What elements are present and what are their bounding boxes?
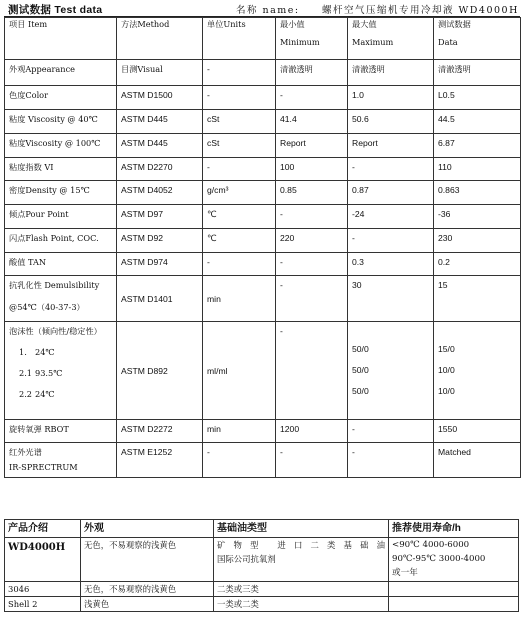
product-table-header-row [5,520,519,538]
cell-min: 41.4 [276,110,348,134]
foam-sub-2: 2.1 93.5℃ [19,368,63,378]
cell-data: L0.5 [434,86,521,110]
column-header-life: 推荐使用寿命/h [389,520,519,538]
cell-life: <90℃ 4000-6000 90℃-95℃ 3000-4000 或一年 [389,538,519,582]
cell-method: ASTM D445 [117,134,203,158]
cell-method: ASTM D1401 [117,276,203,322]
table-row [5,110,521,134]
cell-max: 0.87 [348,181,434,205]
cell-data: -36 [434,205,521,229]
column-header-units: 单位Units [203,18,276,60]
column-header-appearance: 外观 [81,520,214,538]
column-header-item: 项目 Item [5,18,117,60]
cell-method: ASTM E1252 [117,443,203,478]
cell-units: - [203,86,276,110]
cell-data: 清澈透明 [434,60,521,86]
cell-min: - [276,86,348,110]
cell-min: - [276,322,348,420]
cell-max: - [348,158,434,181]
ir-label-en: IR-SPRECTRUM [9,462,78,472]
section-title: 测试数据 Test data [8,4,103,16]
cell-method: ASTM D445 [117,110,203,134]
cell-max: - [348,420,434,443]
maximum-en: Maximum [352,37,394,47]
cell-min: 1200 [276,420,348,443]
demulsibility-condition: @54℃（40-37-3） [9,302,85,312]
demulsibility-label: 抗乳化性 Demulsibility [9,280,100,290]
cell-item [5,443,117,478]
cell-item: 色度Color [5,86,117,110]
cell-method: ASTM D4052 [117,181,203,205]
cell-base-oil: 一类或二类 [214,597,389,612]
cell-data: 15/0 10/0 10/0 [434,322,521,420]
cell-appearance: 浅黄色 [81,597,214,612]
cell-data: 6.87 [434,134,521,158]
minimum-zh: 最小值 [280,19,305,29]
column-header-product: 产品介绍 [5,520,81,538]
cell-item [5,276,117,322]
cell-item: 酸值 TAN [5,253,117,276]
cell-method: ASTM D97 [117,205,203,229]
table-row [5,253,521,276]
cell-item: 粘度Viscosity @ 100℃ [5,134,117,158]
cell-units: cSt [203,134,276,158]
cell-min: - [276,276,348,322]
document-header [4,0,520,17]
cell-units: - [203,443,276,478]
product-row-3046 [5,582,519,597]
foaming-label: 泡沫性（倾向性/稳定性） [9,326,102,336]
cell-units: - [203,253,276,276]
foam-sub-1: 1. 24℃ [19,347,55,357]
cell-item: 外观Appearance [5,60,117,86]
cell-units: ml/ml [203,322,276,420]
table-row [5,181,521,205]
cell-min: - [276,205,348,229]
cell-product: 3046 [5,582,81,597]
cell-units: ℃ [203,229,276,253]
product-name-value: 螺杆空气压缩机专用冷却液 WD4000H [322,5,519,16]
cell-max: 清澈透明 [348,60,434,86]
cell-appearance: 无色，不易观察的浅黄色 [81,538,214,582]
column-header-maximum [348,18,434,60]
cell-units: min [203,276,276,322]
cell-max: 0.3 [348,253,434,276]
cell-min: - [276,443,348,478]
cell-item: 倾点Pour Point [5,205,117,229]
cell-max: - [348,443,434,478]
table-row [5,86,521,110]
cell-item: 闪点Flash Point, COC. [5,229,117,253]
cell-units: min [203,420,276,443]
cell-min: 100 [276,158,348,181]
cell-method: ASTM D974 [117,253,203,276]
cell-appearance: 无色，不易观察的浅黄色 [81,582,214,597]
table-row-rbot [5,420,521,443]
cell-units: - [203,60,276,86]
cell-min: 220 [276,229,348,253]
table-header-row [5,18,521,60]
minimum-en: Minimum [280,37,320,47]
table-row [5,134,521,158]
cell-item: 旋转氧弹 RBOT [5,420,117,443]
cell-method: ASTM D92 [117,229,203,253]
column-header-data [434,18,521,60]
product-row-shell2 [5,597,519,612]
cell-units: cSt [203,110,276,134]
cell-item: 密度Density @ 15℃ [5,181,117,205]
cell-max: 30 [348,276,434,322]
cell-max: 50.6 [348,110,434,134]
cell-min: Report [276,134,348,158]
table-row-ir [5,443,521,478]
data-en: Data [438,37,458,47]
cell-units: - [203,158,276,181]
cell-item: 粘度指数 VI [5,158,117,181]
table-row-demulsibility [5,276,521,322]
cell-data: 110 [434,158,521,181]
table-row [5,229,521,253]
column-header-method: 方法Method [117,18,203,60]
cell-product: Shell 2 [5,597,81,612]
ir-label-zh: 红外光谱 [9,447,42,457]
product-row-wd4000h [5,538,519,582]
cell-data: 1550 [434,420,521,443]
cell-life [389,597,519,612]
cell-method: ASTM D892 [117,322,203,420]
cell-max: - [348,229,434,253]
cell-method: ASTM D1500 [117,86,203,110]
cell-data: 230 [434,229,521,253]
cell-data: 0.863 [434,181,521,205]
cell-data: 44.5 [434,110,521,134]
cell-base-oil: 二类或三类 [214,582,389,597]
maximum-zh: 最大值 [352,19,377,29]
cell-units: ℃ [203,205,276,229]
data-zh: 测试数据 [438,19,471,29]
product-comparison-table [4,519,519,612]
column-header-base-oil: 基础油类型 [214,520,389,538]
cell-data: 0.2 [434,253,521,276]
cell-max: Report [348,134,434,158]
cell-min: 清澈透明 [276,60,348,86]
product-name-label: 名称 name: [236,5,300,16]
cell-item: 粘度 Viscosity @ 40℃ [5,110,117,134]
foam-sub-3: 2.2 24℃ [19,389,55,399]
cell-max: 1.0 [348,86,434,110]
cell-method: ASTM D2270 [117,158,203,181]
cell-method: ASTM D2272 [117,420,203,443]
cell-min: 0.85 [276,181,348,205]
cell-data: Matched [434,443,521,478]
test-data-table [4,17,521,478]
cell-max: -24 [348,205,434,229]
column-header-minimum [276,18,348,60]
cell-base-oil: 矿物型 进口二类基础油 国际公司抗氧剂 [214,538,389,582]
cell-max: 50/0 50/0 50/0 [348,322,434,420]
table-row [5,205,521,229]
cell-product: WD4000H [5,538,81,582]
cell-item [5,322,117,420]
table-row [5,60,521,86]
table-row-foaming [5,322,521,420]
table-row [5,158,521,181]
cell-min: - [276,253,348,276]
cell-data: 15 [434,276,521,322]
cell-life [389,582,519,597]
cell-method: 目测Visual [117,60,203,86]
cell-units: g/cm³ [203,181,276,205]
